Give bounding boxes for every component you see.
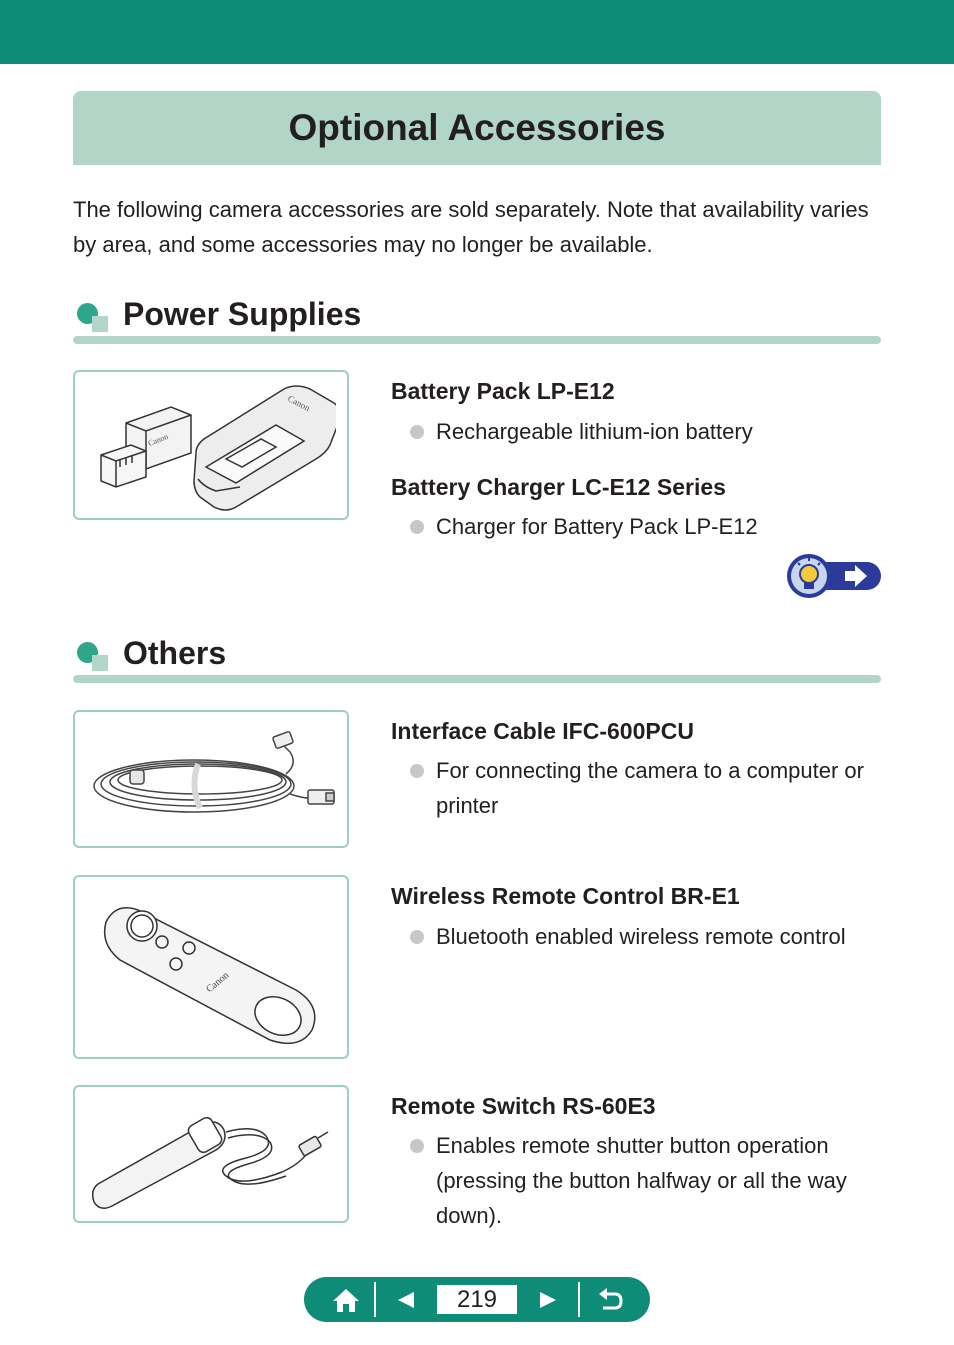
next-page-button[interactable] xyxy=(518,1277,578,1322)
item-title-remote-switch: Remote Switch RS-60E3 xyxy=(391,1093,656,1119)
battery-and-charger-photo xyxy=(73,370,349,520)
tip-link-button[interactable] xyxy=(785,552,881,599)
bullet-dot-icon xyxy=(410,1139,424,1153)
bullet-dot-icon xyxy=(410,520,424,534)
list-item: Charger for Battery Pack LP-E12 xyxy=(410,509,881,544)
section-title: Power Supplies xyxy=(123,296,362,332)
brand-label: Canon xyxy=(204,969,232,996)
section-rule xyxy=(73,336,881,344)
top-banner xyxy=(0,0,954,64)
return-icon xyxy=(597,1288,623,1312)
list-item: Bluetooth enabled wireless remote control xyxy=(410,919,881,954)
item-title-battery-pack: Battery Pack LP-E12 xyxy=(391,378,615,404)
brand-label: Canon xyxy=(286,393,312,414)
section-rule xyxy=(73,675,881,683)
bullet-dot-icon xyxy=(410,764,424,778)
previous-page-button[interactable] xyxy=(376,1277,436,1322)
back-button[interactable] xyxy=(580,1277,640,1322)
item-title-interface-cable: Interface Cable IFC-600PCU xyxy=(391,718,694,744)
list-item: Rechargeable lithium-ion battery xyxy=(410,414,881,449)
page-navigation-bar xyxy=(304,1277,650,1322)
triangle-right-icon xyxy=(538,1290,558,1310)
section-heading-power-supplies xyxy=(73,294,881,344)
section-title: Others xyxy=(123,635,227,671)
section-heading-others xyxy=(73,633,881,683)
home-button[interactable] xyxy=(318,1277,374,1322)
page-title: Optional Accessories xyxy=(288,107,666,148)
list-item: For connecting the camera to a computer or printer xyxy=(410,753,881,823)
page-number: 219 xyxy=(437,1285,517,1314)
bullet-dot-icon xyxy=(410,930,424,944)
triangle-left-icon xyxy=(396,1290,416,1310)
page-title-box xyxy=(73,91,881,165)
item-title-wireless-remote: Wireless Remote Control BR-E1 xyxy=(391,883,740,909)
bullet-dot-icon xyxy=(410,425,424,439)
remote-switch-photo xyxy=(73,1085,349,1223)
list-item: Enables remote shutter button operation (pressing the button halfway or all the way down). xyxy=(410,1128,881,1233)
home-icon xyxy=(332,1287,360,1313)
wireless-remote-photo xyxy=(73,875,349,1059)
interface-cable-photo xyxy=(73,710,349,848)
intro-text: The following camera accessories are sold separately. Note that availability varies by area, and some accessories may no longer be available. xyxy=(73,197,869,257)
item-title-battery-charger: Battery Charger LC-E12 Series xyxy=(391,474,726,500)
brand-label: Canon xyxy=(146,431,170,449)
